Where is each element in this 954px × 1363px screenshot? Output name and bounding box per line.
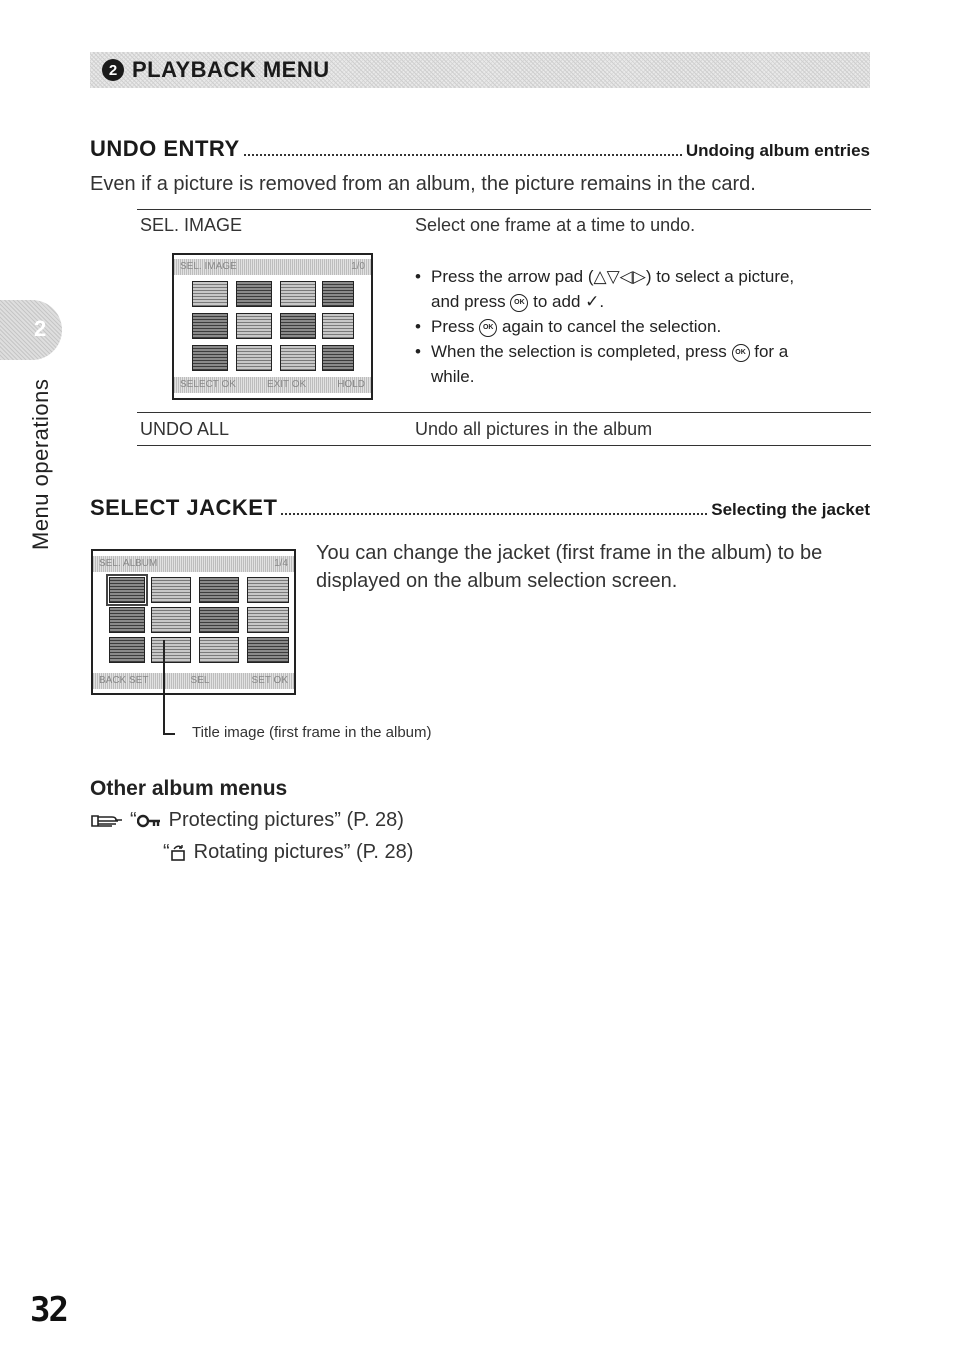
reference-text: Rotating pictures” (P. 28): [193, 841, 414, 863]
thumbnail: [322, 281, 354, 307]
other-album-menus-title: Other album menus: [90, 777, 288, 800]
thumbnail: [109, 637, 145, 663]
instruction-item: [415, 314, 875, 339]
instruction-text: Press: [431, 317, 475, 336]
rotate-icon: [170, 844, 186, 862]
description-line: displayed on the album selection screen.: [316, 570, 678, 592]
thumbnail: [247, 607, 289, 633]
thumbnail: [247, 577, 289, 603]
thumbnail: [199, 577, 239, 603]
select-jacket-subtitle: Selecting the jacket: [711, 500, 870, 519]
screen-top-bar: [174, 259, 371, 275]
thumbnail: [247, 637, 289, 663]
reference-text: Protecting pictures” (P. 28): [168, 809, 404, 831]
arrow-pad-icon: △▽◁▷: [593, 267, 646, 286]
title-image-caption: Title image (first frame in the album): [192, 724, 432, 741]
thumbnail: [151, 577, 191, 603]
checkmark-icon: ✓: [585, 292, 600, 311]
option-undo-all-desc: Undo all pictures in the album: [415, 419, 653, 439]
header-title: PLAYBACK MENU: [132, 57, 330, 82]
thumbnail: [280, 281, 316, 307]
thumbnail: [236, 281, 272, 307]
option-sel-image: SEL. IMAGE: [140, 215, 243, 235]
chapter-label: Menu operations: [28, 378, 53, 550]
instruction-text: while.: [431, 367, 475, 386]
table-bottom-rule: [137, 445, 871, 446]
screen-top-right: 1/4: [274, 558, 288, 569]
thumbnail: [199, 607, 239, 633]
section-header-bar: [90, 52, 870, 88]
caption-leader-tick: [163, 733, 175, 735]
thumbnail: [151, 637, 191, 663]
thumbnail: [199, 637, 239, 663]
screen-bottom-mid: EXIT OK: [266, 379, 307, 390]
instruction-text: When the selection is completed, press: [431, 342, 727, 361]
thumbnail: [192, 345, 228, 371]
ok-button-icon: OK: [732, 344, 750, 362]
sel-album-screen: [91, 549, 296, 695]
screen-bottom-right: SET OK: [251, 675, 288, 686]
ok-button-icon: OK: [479, 319, 497, 337]
protect-key-icon: [137, 814, 161, 828]
thumbnail: [109, 607, 145, 633]
instruction-text: again to cancel the selection.: [501, 317, 722, 336]
chapter-number-badge: 2: [102, 59, 124, 81]
description-line: You can change the jacket (first frame in the album) to be: [316, 542, 823, 564]
screen-top-right: 1/0: [351, 261, 365, 272]
screen-top-bar: [93, 556, 294, 572]
sel-image-screen: [172, 253, 373, 400]
undo-entry-heading: [90, 136, 870, 162]
undo-entry-intro: Even if a picture is removed from an album, the picture remains in the card.: [90, 173, 756, 195]
sel-image-instructions: [415, 264, 875, 389]
instruction-item: • Press the arrow pad (△▽◁▷) to select a picture, and press OK to add ✓.: [415, 264, 875, 314]
jacket-thumbnail: [109, 577, 145, 603]
undo-entry-title: UNDO ENTRY: [90, 136, 240, 161]
screen-top-label: SEL. IMAGE: [180, 261, 237, 272]
pointing-hand-icon: [90, 812, 124, 830]
chapter-tab-number: 2: [34, 316, 47, 341]
option-undo-all: UNDO ALL: [140, 419, 230, 439]
instruction-text: ) to select a picture,: [645, 267, 795, 286]
caption-leader-line: [163, 640, 165, 734]
table-top-rule: [137, 209, 871, 210]
thumbnail: [322, 313, 354, 339]
instruction-text: for a: [754, 342, 789, 361]
thumbnail: [280, 345, 316, 371]
screen-bottom-mid: SEL: [190, 675, 210, 686]
chapter-tab: [0, 300, 62, 360]
leader-dots: [244, 154, 682, 156]
option-sel-image-desc: Select one frame at a time to undo.: [415, 215, 696, 235]
instruction-text: to add: [533, 292, 581, 311]
select-jacket-title: SELECT JACKET: [90, 495, 278, 520]
page-number: 32: [30, 1290, 67, 1330]
screen-top-label: SEL. ALBUM: [99, 558, 158, 569]
screen-bottom-right: HOLD: [337, 379, 365, 390]
thumbnail: [322, 345, 354, 371]
screen-bottom-bar: [93, 673, 294, 689]
thumbnail: [192, 313, 228, 339]
screen-bottom-left: SELECT OK: [180, 379, 236, 390]
select-jacket-description: [316, 539, 876, 595]
undo-entry-subtitle: Undoing album entries: [685, 141, 870, 160]
table-mid-rule: [137, 412, 871, 413]
ok-button-icon: OK: [510, 294, 528, 312]
instruction-text: Press the arrow pad (: [431, 267, 594, 286]
thumbnail: [151, 607, 191, 633]
thumbnail: [236, 345, 272, 371]
reference-rotate[interactable]: “ Rotating pictures” (P. 28): [163, 841, 414, 863]
leader-dots: [281, 513, 707, 515]
instruction-text: and press: [431, 292, 506, 311]
thumbnail: [192, 281, 228, 307]
reference-protect[interactable]: “ Protecting pictures” (P. 28): [90, 809, 404, 832]
thumbnail: [236, 313, 272, 339]
screen-bottom-left: BACK SET: [99, 675, 149, 686]
select-jacket-heading: [90, 495, 870, 521]
screen-bottom-bar: [174, 377, 371, 393]
instruction-item: [415, 339, 875, 389]
thumbnail: [280, 313, 316, 339]
